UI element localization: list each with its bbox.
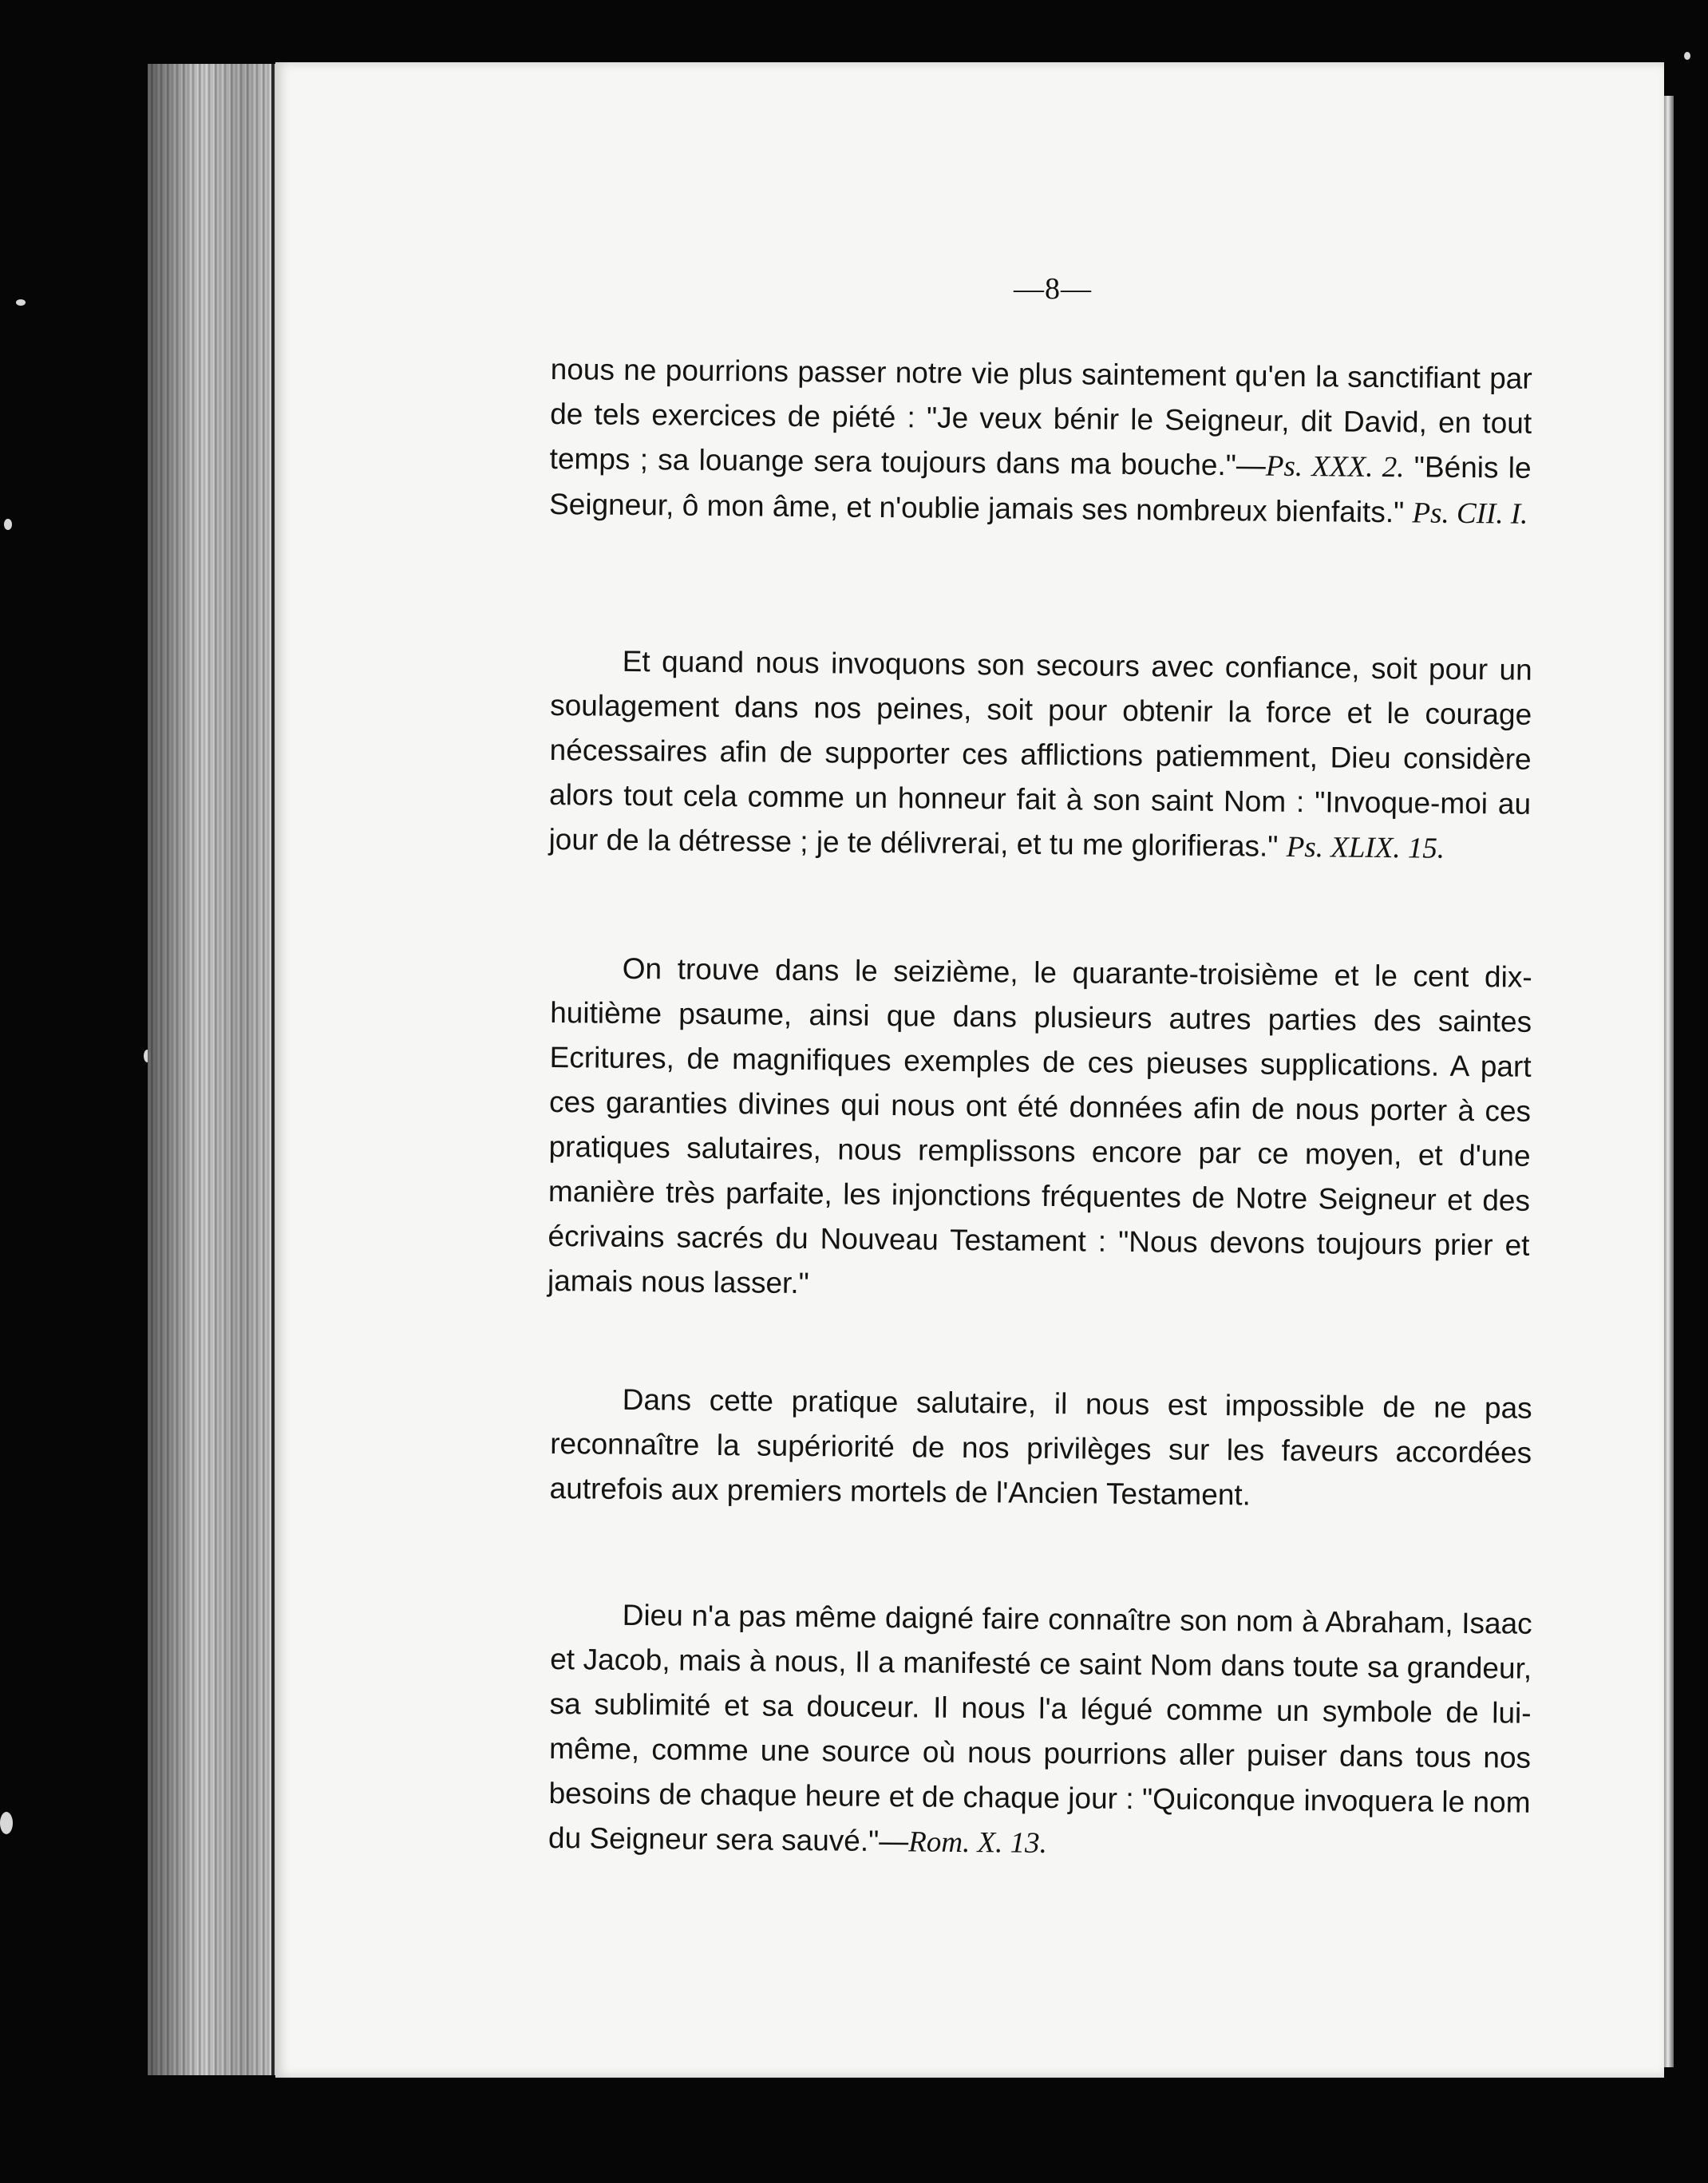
dust-speck — [1684, 52, 1690, 60]
paragraph-text: "Bénis le Seigneur, ô mon âme, et n'oublie jamais ses nombreux bienfaits." — [548, 450, 1532, 529]
scripture-reference: Ps. XXX. 2. — [1265, 449, 1405, 484]
scripture-reference: Ps. XLIX. 15. — [1286, 830, 1445, 865]
paragraph-text: Dieu n'a pas même daigné faire connaître son nom à Abraham, Isaac et Jacob, mais à nous, Il a manifesté ce saint Nom dans toute sa grandeur, sa sublimité et sa douceur. Il nous l'a légué comme un symbole de lui-même, comme une source où nous pourrions aller puiser dans tous nos besoins de chaque heure et de chaque jour : "Quiconque invoquera le nom du Seigneur sera sauvé."— — [548, 1598, 1532, 1858]
paragraph — [548, 639, 1532, 872]
binding-shadow — [148, 64, 283, 2075]
paragraph — [549, 1377, 1532, 1521]
paragraph — [548, 1592, 1532, 1871]
paragraph-text: Dans cette pratique salutaire, il nous est impossible de ne pas reconnaître la supériorité de nos privilèges sur les faveurs accordées autrefois aux premiers mortels de l'Ancien Testament. — [549, 1382, 1532, 1512]
page-number: —8— — [1014, 272, 1092, 306]
paragraph-text: Et quand nous invoquons son secours avec confiance, soit pour un soulagement dans nos peines, soit pour obtenir la force et le courage nécessaires afin de supporter ces afflictions patiemment, Dieu considère alors tout cela comme un honneur fait à son saint Nom : "Invoque-moi au jour de la détresse ; je te délivrerai, et tu me glorifieras." — [548, 644, 1532, 863]
page-edge — [271, 64, 275, 2075]
paragraph — [548, 946, 1532, 1313]
page-right-edge — [1664, 96, 1674, 2067]
dust-speck — [16, 299, 26, 306]
paragraph-text: nous ne pourrions passer notre vie plus saintement qu'en la sanctifiant par de tels exercices de piété : "Je veux bénir le Seigneur, dit David, en tout temps ; sa louange sera toujours dans ma bouche."— — [549, 352, 1532, 482]
dust-speck — [4, 519, 12, 530]
scripture-reference: Rom. X. 13. — [908, 1825, 1048, 1860]
paragraph-text: On trouve dans le seizième, le quarante-troisième et le cent dix-huitième psaume, ainsi que dans plusieurs autres parties des saintes Ecritures, de magnifiques exemples de ces pieuses supplications. A part ces garanties divines qui nous ont été données afin de nous porter à ces pratiques salutaires, nous remplissons encore par ce moyen, et d'une manière très parfaite, les injonctions fréquentes de Notre Seigneur et des écrivains sacrés du Nouveau Testament : "Nous devons toujours prier et jamais nous lasser." — [547, 951, 1532, 1300]
dust-speck — [0, 1812, 13, 1834]
scripture-reference: Ps. CII. I. — [1412, 496, 1528, 531]
paragraph — [549, 347, 1532, 537]
